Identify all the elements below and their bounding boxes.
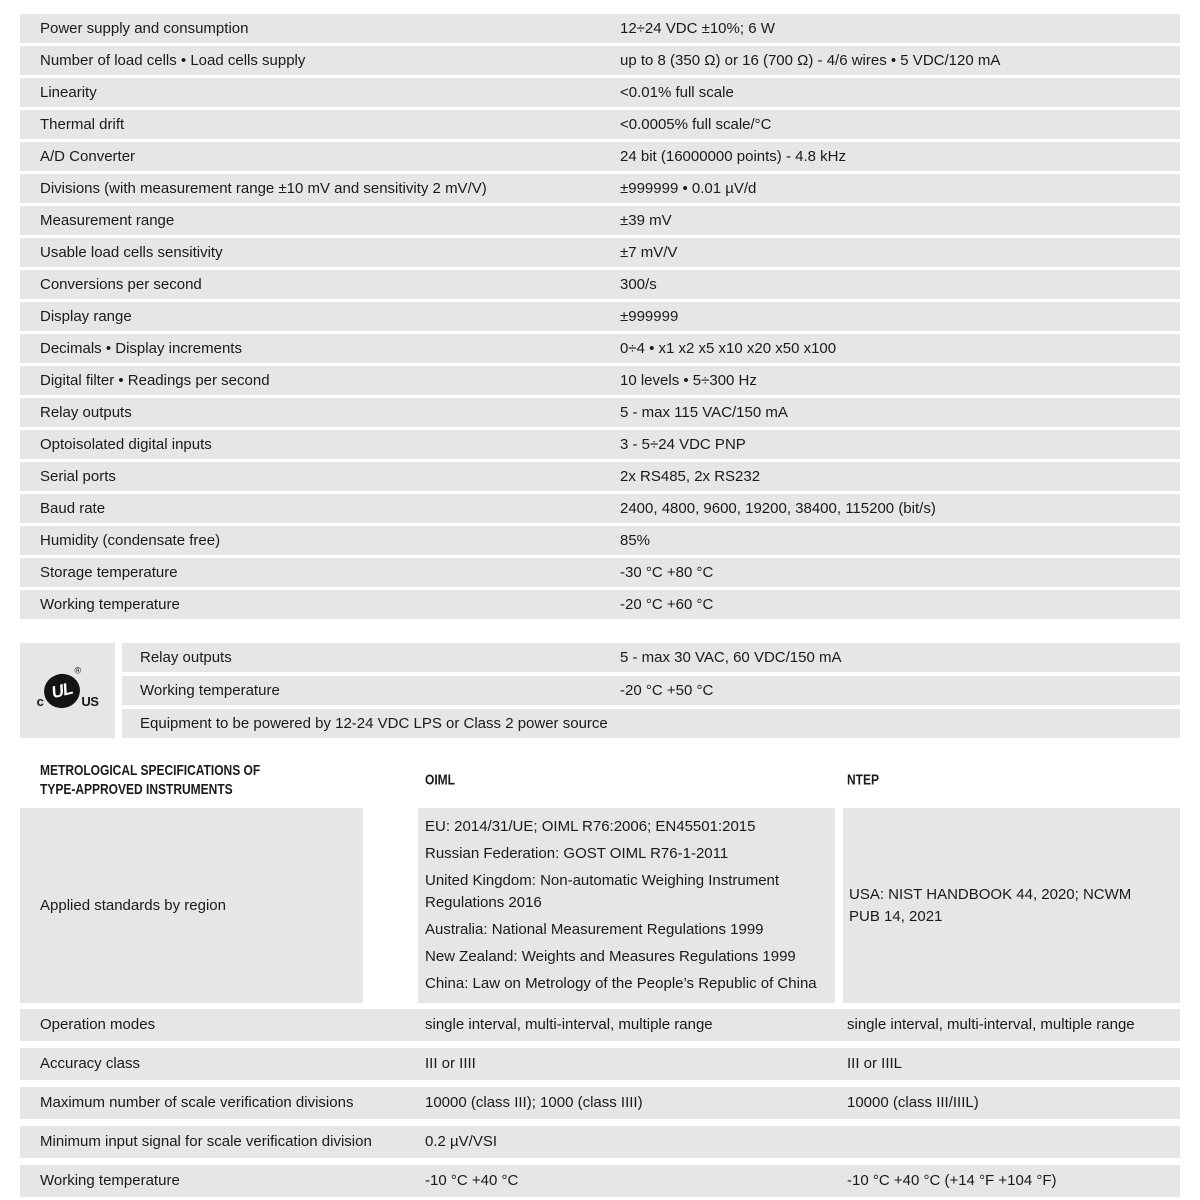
spec-row bbox=[20, 302, 1180, 331]
spec-value: <0.01% full scale bbox=[620, 84, 734, 101]
spec-label: Linearity bbox=[40, 84, 97, 101]
spec-row bbox=[20, 366, 1180, 395]
spec-label: Humidity (condensate free) bbox=[40, 532, 221, 549]
spec-row bbox=[20, 110, 1180, 139]
spec-value: 5 - max 115 VAC/150 mA bbox=[620, 404, 788, 421]
spec-row bbox=[20, 142, 1180, 171]
spec-row bbox=[20, 334, 1180, 363]
metrological-comparison-table bbox=[20, 1009, 1180, 1197]
ul-certification-block bbox=[20, 643, 1180, 738]
spec-value: -30 °C +80 °C bbox=[620, 564, 714, 581]
metro-ntep-value: 10000 (class III/IIIL) bbox=[847, 1094, 979, 1111]
spec-row bbox=[20, 526, 1180, 555]
spec-value: 0÷4 • x1 x2 x5 x10 x20 x50 x100 bbox=[620, 340, 837, 357]
metro-label: Maximum number of scale verification divisions bbox=[40, 1094, 354, 1111]
general-specs-table bbox=[20, 14, 1180, 619]
ul-canada-letter: c bbox=[36, 693, 44, 709]
spec-label: Measurement range bbox=[40, 212, 175, 229]
metrological-title-line2: TYPE-APPROVED INSTRUMENTS bbox=[40, 781, 233, 798]
ul-spec-label: Working temperature bbox=[140, 682, 280, 699]
metro-label: Minimum input signal for scale verification division bbox=[40, 1133, 372, 1150]
applied-oiml-standard-line: Australia: National Measurement Regulations 1999 bbox=[425, 921, 764, 938]
applied-ntep-standard: USA: NIST HANDBOOK 44, 2020; NCWM PUB 14, 2021 bbox=[849, 885, 1132, 925]
spec-value: 2x RS485, 2x RS232 bbox=[620, 468, 761, 485]
cULus-certification-icon bbox=[36, 664, 99, 709]
spec-value: <0.0005% full scale/°C bbox=[620, 116, 772, 133]
metro-row bbox=[20, 1048, 1180, 1080]
ul-us-letters: US bbox=[81, 693, 99, 709]
spec-label: Usable load cells sensitivity bbox=[40, 244, 223, 261]
spec-value: 24 bit (16000000 points) - 4.8 kHz bbox=[620, 148, 846, 165]
spec-label: Display range bbox=[40, 308, 132, 325]
applied-oiml-standard-line: New Zealand: Weights and Measures Regulations 1999 bbox=[425, 948, 796, 965]
spec-label: Optoisolated digital inputs bbox=[40, 436, 212, 453]
spec-label: Baud rate bbox=[40, 500, 106, 517]
metro-label: Accuracy class bbox=[40, 1055, 141, 1072]
spec-value: -20 °C +60 °C bbox=[620, 596, 714, 613]
applied-standards-ntep-cell bbox=[843, 808, 1180, 1003]
spec-label: Divisions (with measurement range ±10 mV and sensitivity 2 mV/V) bbox=[40, 180, 487, 197]
metrological-title bbox=[40, 761, 315, 799]
spec-label: Thermal drift bbox=[40, 116, 125, 133]
spec-label: A/D Converter bbox=[40, 148, 136, 165]
applied-oiml-standard-line: Russian Federation: GOST OIML R76-1-2011 bbox=[425, 845, 729, 862]
ul-specs-rows bbox=[122, 643, 1180, 738]
ul-logo-cell bbox=[20, 643, 115, 738]
spec-row bbox=[20, 238, 1180, 267]
spec-row bbox=[20, 270, 1180, 299]
ul-spec-value: -20 °C +50 °C bbox=[620, 682, 714, 699]
spec-label: Digital filter • Readings per second bbox=[40, 372, 270, 389]
ul-note-row bbox=[122, 709, 1180, 738]
ul-note-text: Equipment to be powered by 12-24 VDC LPS or Class 2 power source bbox=[140, 715, 608, 732]
applied-oiml-standard-line: United Kingdom: Non-automatic Weighing Instrument Regulations 2016 bbox=[425, 872, 780, 911]
spec-value: 2400, 4800, 9600, 19200, 38400, 115200 (bit/s) bbox=[620, 500, 936, 517]
metro-ntep-value: -10 °C +40 °C (+14 °F +104 °F) bbox=[847, 1172, 1057, 1189]
ul-mark-letters: UL bbox=[49, 678, 75, 702]
spec-row bbox=[20, 462, 1180, 491]
spec-value: ±7 mV/V bbox=[620, 244, 678, 261]
metrological-header bbox=[20, 760, 1180, 800]
metro-row bbox=[20, 1087, 1180, 1119]
spec-row bbox=[20, 558, 1180, 587]
applied-oiml-standard-line: EU: 2014/31/UE; OIML R76:2006; EN45501:2015 bbox=[425, 818, 756, 835]
spec-value: 10 levels • 5÷300 Hz bbox=[620, 372, 757, 389]
spec-row bbox=[20, 46, 1180, 75]
metro-label: Operation modes bbox=[40, 1016, 156, 1033]
spec-label: Working temperature bbox=[40, 596, 180, 613]
spec-label: Relay outputs bbox=[40, 404, 132, 421]
metro-row bbox=[20, 1165, 1180, 1197]
spec-value: ±999999 bbox=[620, 308, 679, 325]
spec-row bbox=[20, 78, 1180, 107]
spec-value: 3 - 5÷24 VDC PNP bbox=[620, 436, 746, 453]
column-header-oiml: OIML bbox=[425, 771, 455, 789]
metro-ntep-value: III or IIIL bbox=[847, 1055, 903, 1072]
spec-label: Serial ports bbox=[40, 468, 116, 485]
spec-label: Decimals • Display increments bbox=[40, 340, 242, 357]
spec-value: 12÷24 VDC ±10%; 6 W bbox=[620, 20, 775, 37]
metro-row bbox=[20, 1126, 1180, 1158]
metro-oiml-value: 10000 (class III); 1000 (class IIII) bbox=[425, 1094, 643, 1111]
metro-oiml-value: 0.2 µV/VSI bbox=[425, 1133, 498, 1150]
spec-label: Storage temperature bbox=[40, 564, 178, 581]
ul-spec-row bbox=[122, 643, 1180, 672]
spec-row bbox=[20, 494, 1180, 523]
metro-row bbox=[20, 1009, 1180, 1041]
column-header-ntep: NTEP bbox=[847, 771, 880, 789]
applied-standards-oiml-cell bbox=[418, 808, 835, 1003]
spec-value: ±39 mV bbox=[620, 212, 672, 229]
ul-spec-row bbox=[122, 676, 1180, 705]
spec-value: 85% bbox=[620, 532, 651, 549]
spec-value: 300/s bbox=[620, 276, 657, 293]
spec-label: Power supply and consumption bbox=[40, 20, 249, 37]
spec-row bbox=[20, 398, 1180, 427]
metro-oiml-value: single interval, multi-interval, multiple range bbox=[425, 1016, 713, 1033]
metro-label: Working temperature bbox=[40, 1172, 180, 1189]
metro-oiml-value: -10 °C +40 °C bbox=[425, 1172, 519, 1189]
spec-label: Conversions per second bbox=[40, 276, 202, 293]
applied-standards-label: Applied standards by region bbox=[20, 808, 363, 1003]
spec-value: up to 8 (350 Ω) or 16 (700 Ω) - 4/6 wires • 5 VDC/120 mA bbox=[620, 52, 1001, 69]
spec-row bbox=[20, 430, 1180, 459]
metro-ntep-value: single interval, multi-interval, multiple range bbox=[847, 1016, 1135, 1033]
spec-value: ±999999 • 0.01 µV/d bbox=[620, 180, 757, 197]
applied-oiml-standard-line: China: Law on Metrology of the People’s Republic of China bbox=[425, 975, 817, 992]
ul-mark-circle bbox=[41, 664, 84, 712]
spec-row bbox=[20, 14, 1180, 43]
metrological-title-line1: METROLOGICAL SPECIFICATIONS OF bbox=[40, 762, 261, 779]
registered-trademark-symbol: ® bbox=[75, 664, 82, 675]
metro-oiml-value: III or IIII bbox=[425, 1055, 476, 1072]
applied-standards-row bbox=[20, 808, 1180, 1003]
ul-spec-label: Relay outputs bbox=[140, 649, 232, 666]
ul-spec-value: 5 - max 30 VAC, 60 VDC/150 mA bbox=[620, 649, 842, 666]
spec-label: Number of load cells • Load cells supply bbox=[40, 52, 306, 69]
spec-row bbox=[20, 174, 1180, 203]
spec-row bbox=[20, 206, 1180, 235]
spec-row bbox=[20, 590, 1180, 619]
